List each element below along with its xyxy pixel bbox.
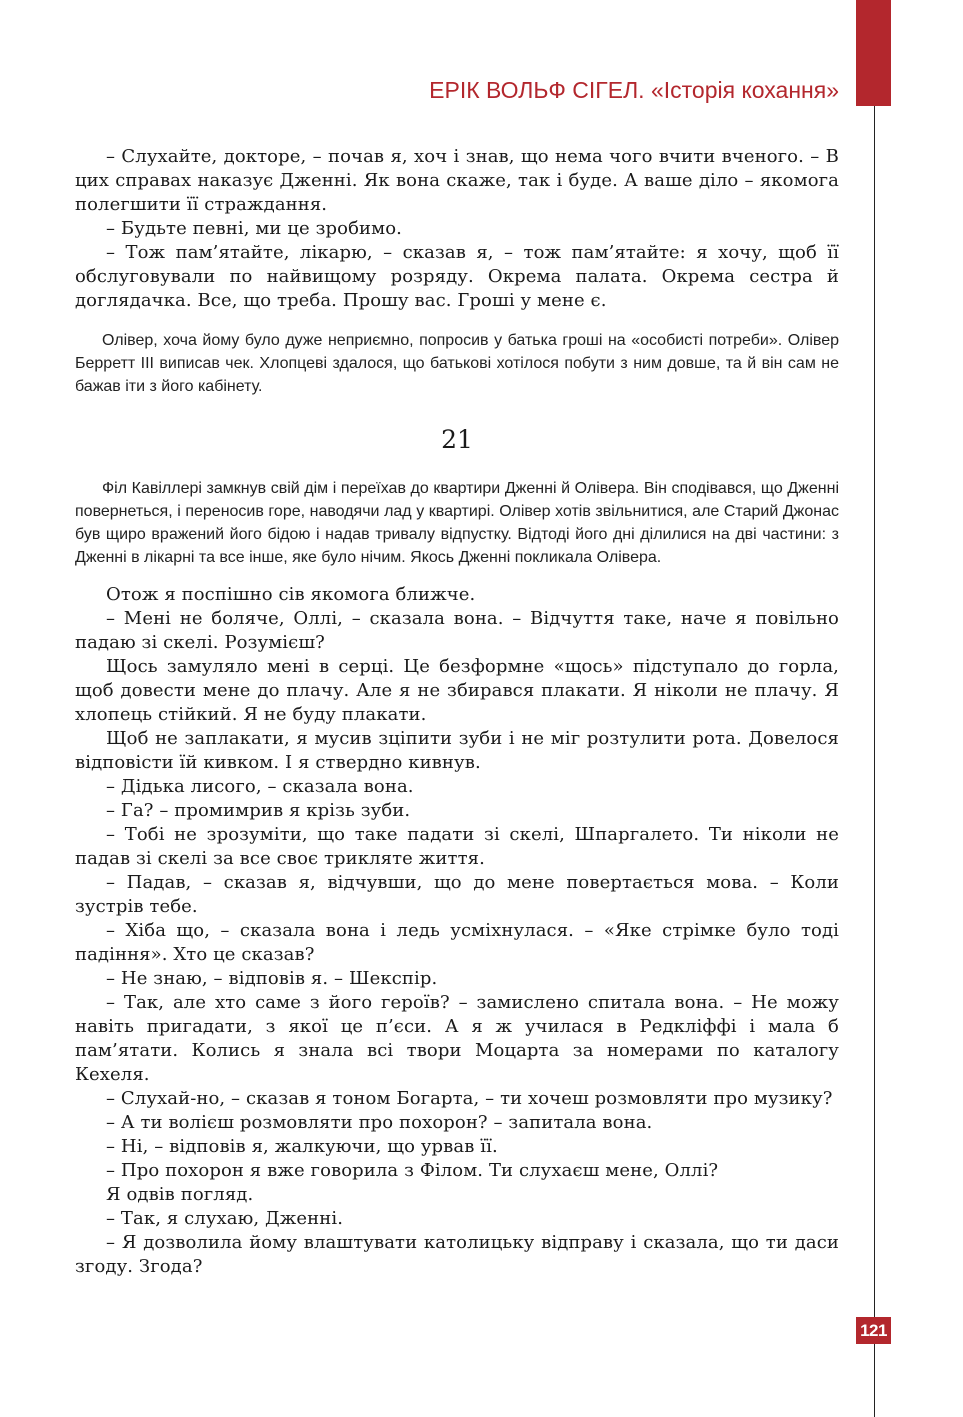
paragraph: – Падав, – сказав я, відчувши, що до мене повертається мова. – Коли зустрів тебе. <box>75 872 839 917</box>
paragraph: – Слухай-но, – сказав я тоном Богарта, – ти хочеш розмовляти про музику? <box>106 1088 833 1109</box>
summary-text: Філ Кавіллері замкнув свій дім і переїхав до квартири Дженні й Олівера. Він сподівався, що Дженні повернеться, і переносив горе, наводячи лад у квартирі. Олівер хотів звільнитися, але Старий Джонас був щиро вражений його бідою і надав тривалу відпустку. Відтоді його дні ділилися на дві частини: з Дженні в лікарні та все інше, яке було нічим. Якось Дженні покликала Олівера. <box>75 480 839 566</box>
chapter-color-tab <box>856 0 891 106</box>
paragraph: – Га? – промимрив я крізь зуби. <box>106 800 411 821</box>
paragraph: – Про похорон я вже говорила з Філом. Ти слухаєш мене, Оллі? <box>106 1160 719 1181</box>
paragraph: – Слухайте, докторе, – почав я, хоч і знав, що нема чого вчити вченого. – В цих справах наказує Дженні. Як вона скаже, так і буде. А ваше діло – якомога полегшити її страждання. <box>75 146 839 215</box>
paragraph: Отож я поспішно сів якомога ближче. <box>106 584 476 605</box>
summary-block <box>75 477 839 569</box>
page-content <box>75 145 839 1279</box>
paragraph: – Мені не боляче, Оллі, – сказала вона. – Відчуття таке, наче я повільно падаю зі скелі. Розумієш? <box>75 608 839 653</box>
paragraph: Щоб не заплакати, я мусив зціпити зуби і не міг розтулити рота. Довелося відповісти їй кивком. І я ствердно кивнув. <box>75 728 839 773</box>
paragraph: – Ні, – відповів я, жалкуючи, що урвав її. <box>106 1136 498 1157</box>
prose-top <box>75 145 839 313</box>
paragraph: – Не знаю, – відповів я. – Шекспір. <box>106 968 438 989</box>
margin-rule <box>874 106 875 1417</box>
prose-main <box>75 583 839 1279</box>
summary-block <box>75 329 839 398</box>
paragraph: – Я дозволила йому влаштувати католицьку відправу і сказала, що ти даси згоду. Згода? <box>75 1232 839 1277</box>
paragraph: – Тобі не зрозуміти, що таке падати зі скелі, Шпаргалето. Ти ніколи не падав зі скелі за все своє трикляте життя. <box>75 824 839 869</box>
paragraph: – Так, я слухаю, Дженні. <box>106 1208 344 1229</box>
page-number: 121 <box>856 1317 891 1344</box>
paragraph: – Дідька лисого, – сказала вона. <box>106 776 414 797</box>
paragraph: – Хіба що, – сказала вона і ледь усміхнулася. – «Яке стрімке було тоді падіння». Хто це сказав? <box>75 920 839 965</box>
paragraph: Щось замуляло мені в серці. Це безформне «щось» підступало до горла, щоб довести мене до плачу. Але я не збирався плакати. Я ніколи не плачу. Я хлопець стійкий. Я не буду плакати. <box>75 656 839 725</box>
summary-text: Олівер, хоча йому було дуже неприємно, попросив у батька гроші на «особисті потреби». Олівер Берретт ІІІ виписав чек. Хлопцеві здалося, що батькові хотілося побути з ним довше, та й він сам не бажав іти з його кабінету. <box>75 332 839 395</box>
paragraph: – Будьте певні, ми це зробимо. <box>106 218 402 239</box>
running-head: ЕРІК ВОЛЬФ СІГЕЛ. «Історія кохання» <box>429 77 839 103</box>
chapter-number: 21 <box>441 425 473 454</box>
paragraph: – Так, але хто саме з його героїв? – замислено спитала вона. – Не можу навіть пригадати, з якої це п’єси. А я ж училася в Редкліффі і мала б пам’ятати. Колись я знала всі твори Моцарта за номерами по каталогу Кехеля. <box>75 992 839 1085</box>
paragraph: – А ти волієш розмовляти про похорон? – запитала вона. <box>106 1112 653 1133</box>
paragraph: Я одвів погляд. <box>106 1184 254 1205</box>
paragraph: – Тож пам’ятайте, лікарю, – сказав я, – тож пам’ятайте: я хочу, щоб її обслуговували по найвищому розряду. Окрема палата. Окрема сестра й доглядачка. Все, що треба. Прошу вас. Гроші у мене є. <box>75 242 839 311</box>
